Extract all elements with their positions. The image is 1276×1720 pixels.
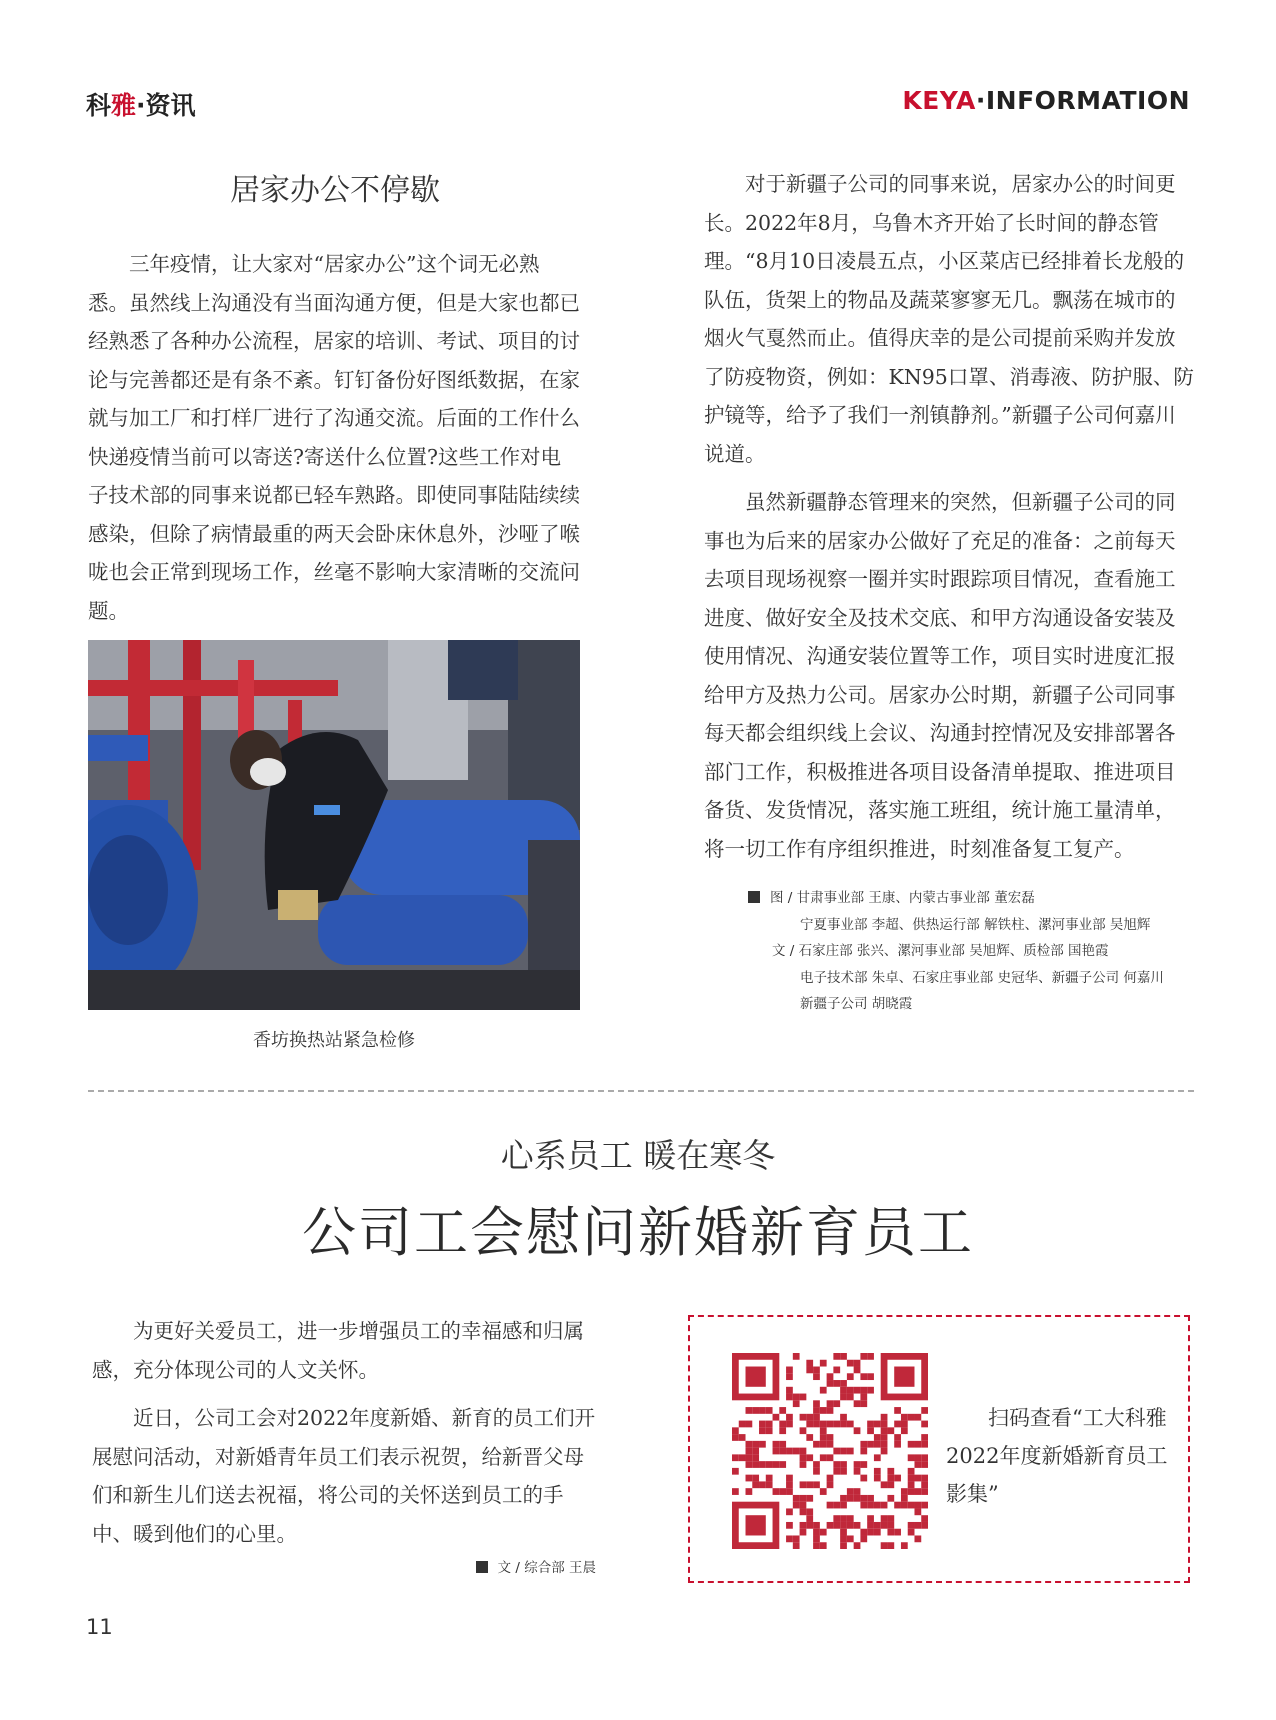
paragraph: 对于新疆子公司的同事来说，居家办公的时间更长。2022年8月，乌鲁木齐开始了长时间的静态管理。“8月10日凌晨五点，小区菜店已经排着长龙般的队伍，货架上的物品及蔬菜寥寥无几。飘荡在城市的烟火气戛然而止。值得庆幸的是公司提前采购并发放了防疫物资，例如：KN95口罩、消毒液、防护服、防护镜等，给予了我们一剂镇静剂。”新疆子公司何嘉川说道。 — [704, 172, 1194, 466]
brand-en: KEYA — [902, 86, 976, 115]
photo-caption: 香坊换热站紧急检修 — [253, 1030, 415, 1051]
paragraph: 为更好关爱员工，进一步增强员工的幸福感和归属感，充分体现公司的人文关怀。 — [92, 1319, 584, 1382]
magazine-section-label-en — [902, 86, 1190, 115]
magazine-section-label — [86, 86, 196, 122]
qr-code-icon[interactable] — [732, 1353, 928, 1549]
square-bullet-icon — [476, 1561, 488, 1573]
credit-line: 图 / 甘肃事业部 王康、内蒙古事业部 董宏磊 — [770, 890, 1035, 906]
qr-callout-box — [688, 1315, 1190, 1583]
square-bullet-icon — [748, 891, 760, 903]
paragraph: 三年疫情，让大家对“居家办公”这个词无必熟悉。虽然线上沟通没有当面沟通方便，但是大家也都已经熟悉了各种办公流程，居家的培训、考试、项目的讨论与完善都还是有条不紊。钉钉备份好图纸数据，在家就与加工厂和打样厂进行了沟通交流。后面的工作什么快递疫情当前可以寄送?寄送什么位置?这些工作对电子技术部的同事来说都已轻车熟路。即使同事陆陆续续感染，但除了病情最重的两天会卧床休息外，沙哑了喉咙也会正常到现场工作，丝毫不影响大家清晰的交流问题。 — [88, 252, 580, 623]
byline-text: 文 / 综合部 王晨 — [497, 1560, 596, 1576]
page-number: 11 — [86, 1615, 113, 1639]
brand-char-2: 雅 — [111, 91, 137, 120]
article2-byline — [476, 1556, 596, 1576]
section-name-en: INFORMATION — [985, 86, 1190, 115]
article2-subtitle: 心系员工 暖在寒冬 — [500, 1136, 776, 1175]
brand-char-1: 科 — [86, 91, 112, 120]
paragraph: 虽然新疆静态管理来的突然，但新疆子公司的同事也为后来的居家办公做好了充足的准备：之前每天去项目现场视察一圈并实时跟踪项目情况，查看施工进度、做好安全及技术交底、和甲方沟通设备安装及使用情况、沟通安装位置等工作，项目实时进度汇报给甲方及热力公司。居家办公时期，新疆子公司同事每天都会组织线上会议、沟通封控情况及安排部署各部门工作，积极推进各项目设备清单提取、推进项目备货、发货情况，落实施工班组，统计施工量清单，将一切工作有序组织推进，时刻准备复工复产。 — [704, 490, 1176, 861]
credit-line: 文 / 石家庄部 张兴、漯河事业部 吴旭辉、质检部 国艳霞 — [772, 943, 1109, 959]
credit-line: 电子技术部 朱卓、石家庄事业部 史冠华、新疆子公司 何嘉川 — [800, 969, 1164, 986]
photo-illustration — [88, 640, 580, 1010]
article1-column-right — [704, 165, 1194, 868]
maintenance-photo — [88, 640, 580, 1010]
qr-description: 扫码查看“工大科雅2022年度新婚新育员工影集” — [946, 1406, 1168, 1506]
credit-line: 宁夏事业部 李超、供热运行部 解铁柱、漯河事业部 吴旭辉 — [800, 916, 1151, 933]
brand-dot: · — [975, 86, 986, 115]
paragraph: 近日，公司工会对2022年度新婚、新育的员工们开展慰问活动，对新婚青年员工们表示祝贺，给新晋父母们和新生儿们送去祝福，将公司的关怀送到员工的手中、暖到他们的心里。 — [92, 1406, 596, 1546]
article2-body — [92, 1312, 600, 1553]
article1-title: 居家办公不停歇 — [230, 173, 440, 208]
article1-column-left — [88, 245, 580, 630]
section-divider — [88, 1090, 1194, 1092]
article2-title: 公司工会慰问新婚新育员工 — [302, 1201, 974, 1264]
section-name: ·资讯 — [136, 91, 196, 120]
article1-credits — [748, 885, 1164, 1018]
credit-line: 新疆子公司 胡晓霞 — [800, 996, 913, 1012]
